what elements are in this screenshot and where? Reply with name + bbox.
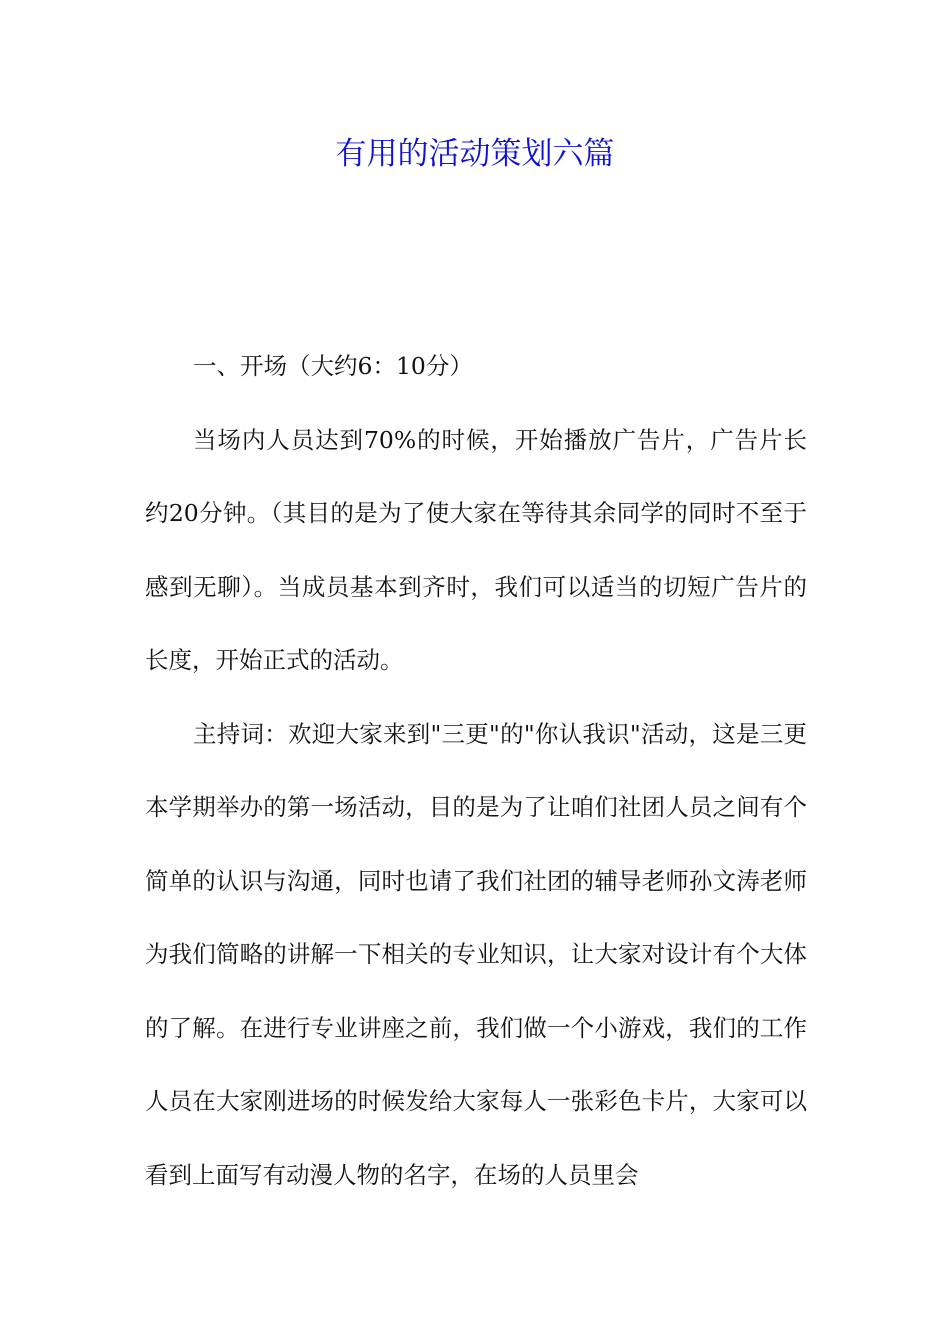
document-body: [145, 330, 807, 1212]
paragraph: 当场内人员达到70%的时候，开始播放广告片，广告片长约20分钟。（其目的是为了使大家在等待其余同学的同时不至于感到无聊）。当成员基本到齐时，我们可以适当的切短广告片的长度，开始正式的活动。: [145, 425, 807, 674]
paragraph: 主持词：欢迎大家来到"三更"的"你认我识"活动，这是三更本学期举办的第一场活动，目的是为了让咱们社团人员之间有个简单的认识与沟通，同时也请了我们社团的辅导老师孙文涛老师为我们简略的讲解一下相关的专业知识，让大家对设计有个大体的了解。在进行专业讲座之前，我们做一个小游戏，我们的工作人员在大家刚进场的时候发给大家每人一张彩色卡片，大家可以看到上面写有动漫人物的名字，在场的人员里会: [145, 719, 807, 1189]
section-heading: 一、开场（大约6：10分）: [193, 352, 473, 380]
document-title: 有用的活动策划六篇: [335, 136, 615, 172]
